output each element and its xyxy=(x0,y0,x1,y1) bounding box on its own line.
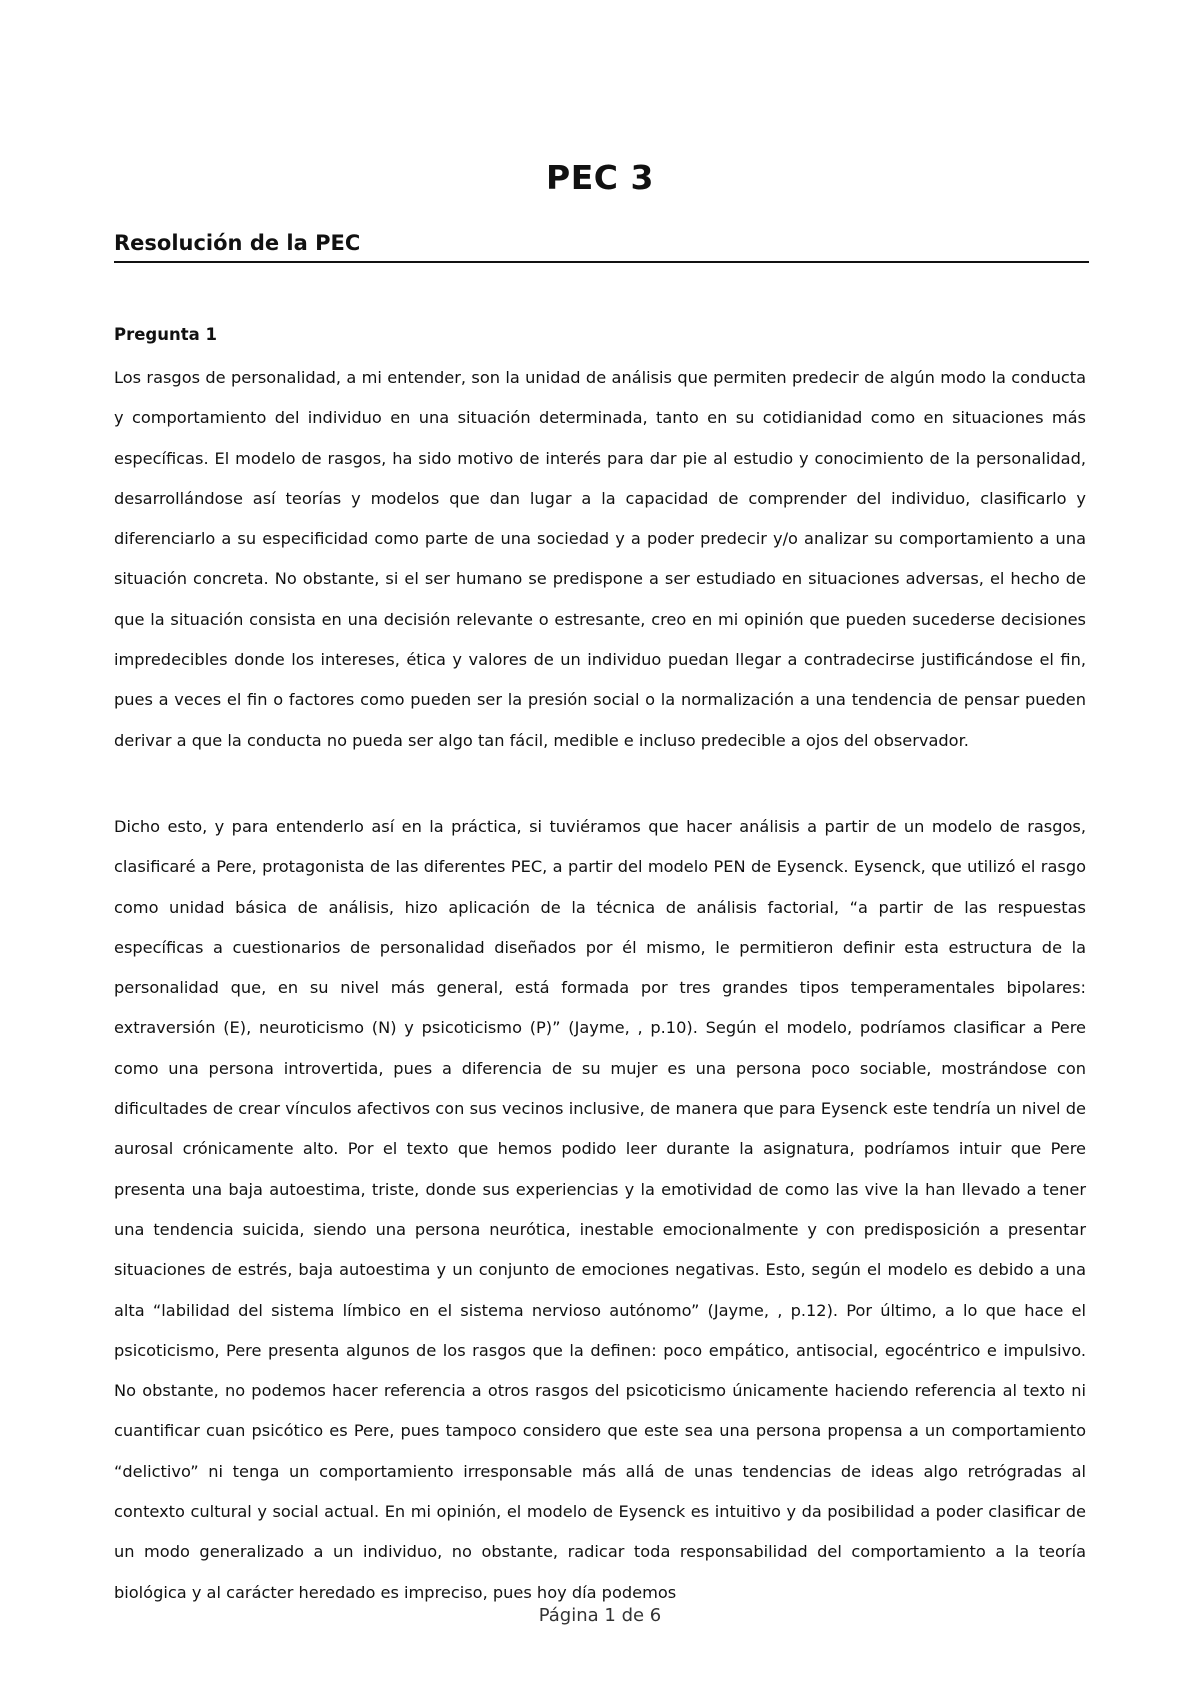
document-title: PEC 3 xyxy=(546,158,654,197)
section-heading: Resolución de la PEC xyxy=(114,231,1089,263)
paragraph-1: Los rasgos de personalidad, a mi entender, son la unidad de análisis que permiten predecir de algún modo la conducta y comportamiento del individuo en una situación determinada, tanto en su cotidianidad como en situaciones más específicas. El modelo de rasgos, ha sido motivo de interés para dar pie al estudio y conocimiento de la personalidad, desarrollándose así teorías y modelos que dan lugar a la capacidad de comprender del individuo, clasificarlo y diferenciarlo a su especificidad como parte de una sociedad y a poder predecir y/o analizar su comportamiento a una situación concreta. No obstante, si el ser humano se predispone a ser estudiado en situaciones adversas, el hecho de que la situación consista en una decisión relevante o estresante, creo en mi opinión que pueden sucederse decisiones impredecibles donde los intereses, ética y valores de un individuo puedan llegar a contradecirse justificándose el fin, pues a veces el fin o factores como pueden ser la presión social o la normalización a una tendencia de pensar pueden derivar a que la conducta no pueda ser algo tan fácil, medible e incluso predecible a ojos del observador. xyxy=(114,368,1086,750)
paragraph-2: Dicho esto, y para entenderlo así en la práctica, si tuviéramos que hacer análisis a partir de un modelo de rasgos, clasificaré a Pere, protagonista de las diferentes PEC, a partir del modelo PEN de Eysenck. Eysenck, que utilizó el rasgo como unidad básica de análisis, hizo aplicación de la técnica de análisis factorial, “a partir de las respuestas específicas a cuestionarios de personalidad diseñados por él mismo, le permitieron definir esta estructura de la personalidad que, en su nivel más general, está formada por tres grandes tipos temperamentales bipolares: extraversión (E), neuroticismo (N) y psicoticismo (P)” (Jayme, , p.10). Según el modelo, podríamos clasificar a Pere como una persona introvertida, pues a diferencia de su mujer es una persona poco sociable, mostrándose con dificultades de crear vínculos afectivos con sus vecinos inclusive, de manera que para Eysenck este tendría un nivel de aurosal crónicamente alto. Por el texto que hemos podido leer durante la asignatura, podríamos intuir que Pere presenta una baja autoestima, triste, donde sus experiencias y la emotividad de como las vive la han llevado a tener una tendencia suicida, siendo una persona neurótica, inestable emocionalmente y con predisposición a presentar situaciones de estrés, baja autoestima y un conjunto de emociones negativas. Esto, según el modelo es debido a una alta “labilidad del sistema límbico en el sistema nervioso autónomo” (Jayme, , p.12). Por último, a lo que hace el psicoticismo, Pere presenta algunos de los rasgos que la definen: poco empático, antisocial, egocéntrico e impulsivo. No obstante, no podemos hacer referencia a otros rasgos del psicoticismo únicamente haciendo referencia al texto ni cuantificar cuan psicótico es Pere, pues tampoco considero que este sea una persona propensa a un comportamiento “delictivo” ni tenga un comportamiento irresponsable más allá de unas tendencias de ideas algo retrógradas al contexto cultural y social actual. En mi opinión, el modelo de Eysenck es intuitivo y da posibilidad a poder clasificar de un modo generalizado a un individuo, no obstante, radicar toda responsabilidad del comportamiento a la teoría biológica y al carácter heredado es impreciso, pues hoy día podemos xyxy=(114,817,1086,1602)
page-footer: Página 1 de 6 xyxy=(538,1605,662,1626)
question-label: Pregunta 1 xyxy=(114,325,217,344)
